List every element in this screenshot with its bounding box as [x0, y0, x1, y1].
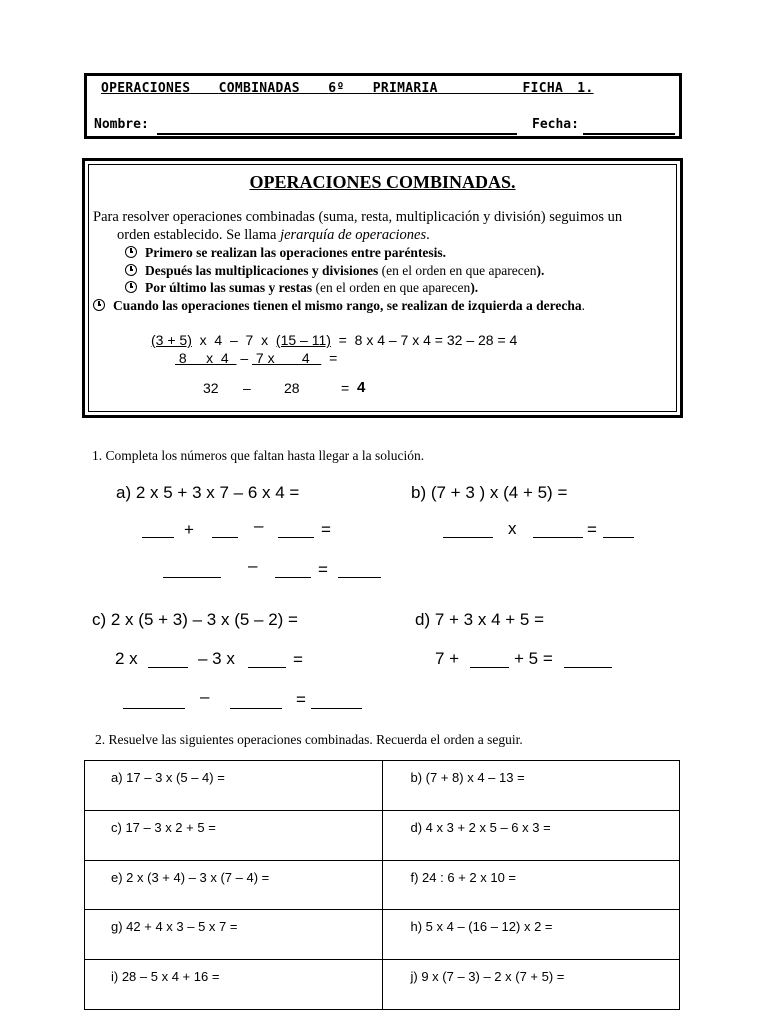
equals-sign: =	[318, 560, 328, 579]
exercise-1c-blank-4[interactable]	[230, 694, 282, 709]
example-product-1: 8 x 4	[175, 350, 237, 366]
table-cell[interactable]: d) 4 x 3 + 2 x 5 – 6 x 3 =	[382, 810, 680, 860]
fecha-label: Fecha:	[532, 117, 579, 132]
title-level: PRIMARIA	[372, 81, 438, 96]
exercise-1a-blank-2[interactable]	[212, 523, 238, 538]
nombre-label: Nombre:	[94, 117, 149, 132]
clock-icon	[125, 246, 137, 258]
exercise-1d-label: d) 7 + 3 x 4 + 5 =	[415, 610, 545, 629]
example-paren-2: (15 – 11)	[275, 332, 331, 348]
rule-2-end: ).	[536, 263, 545, 278]
worksheet-title	[101, 81, 671, 96]
example-equals: =	[321, 350, 338, 366]
example-ops-1: x 4 – 7 x	[199, 332, 276, 348]
fecha-field[interactable]	[583, 133, 675, 135]
table-cell[interactable]: a) 17 – 3 x (5 – 4) =	[85, 761, 383, 811]
table-cell[interactable]: c) 17 – 3 x 2 + 5 =	[85, 810, 383, 860]
rule-2	[125, 263, 544, 279]
example-product-2: 7 x 4	[252, 350, 322, 366]
rule-2-normal: (en el orden en que aparecen	[378, 263, 537, 278]
times-sign: x	[508, 519, 517, 538]
intro-period: .	[426, 227, 430, 243]
table-cell[interactable]: e) 2 x (3 + 4) – 3 x (7 – 4) =	[85, 860, 383, 910]
equals-sign: =	[293, 650, 303, 669]
exercise-1a-label: a) 2 x 5 + 3 x 7 – 6 x 4 =	[116, 483, 300, 502]
example-line-3-minus: –	[243, 380, 251, 396]
rule-4-end: .	[581, 298, 585, 313]
clock-icon	[125, 281, 137, 293]
table-row	[85, 761, 680, 811]
header-box	[84, 73, 682, 139]
exercise-1c-part-1: 2 x	[115, 649, 138, 668]
exercise-1b-answer[interactable]	[603, 523, 634, 538]
table-row	[85, 860, 680, 910]
exercise-2-instruction: 2. Resuelve las siguientes operaciones combinadas. Recuerda el orden a seguir.	[95, 732, 523, 747]
table-cell[interactable]: h) 5 x 4 – (16 – 12) x 2 =	[382, 910, 680, 960]
exercise-1b-blank-2[interactable]	[533, 523, 583, 538]
example-minus: –	[236, 350, 253, 366]
exercise-1a-answer[interactable]	[338, 563, 381, 578]
exercise-1d-part-1: 7 +	[435, 649, 460, 668]
theory-inner-border	[88, 164, 677, 412]
title-sheet: FICHA 1.	[522, 81, 594, 96]
table-cell[interactable]: g) 42 + 4 x 3 – 5 x 7 =	[85, 910, 383, 960]
title-word-1: OPERACIONES	[101, 81, 191, 96]
exercise-2-table	[84, 760, 680, 1010]
exercise-1d-part-2: + 5 =	[514, 649, 553, 668]
exercise-1d-answer[interactable]	[564, 653, 612, 668]
rule-4-bold: Cuando las operaciones tienen el mismo rango, se realizan de izquierda a derecha	[113, 298, 582, 313]
minus-sign: –	[248, 556, 258, 575]
minus-sign: –	[254, 516, 264, 535]
rule-1	[125, 245, 446, 261]
rule-3-end: ).	[470, 280, 479, 295]
example-final-result: 4	[357, 379, 366, 396]
example-line-3-eq: =	[341, 380, 350, 396]
rule-1-text: Primero se realizan las operaciones entre paréntesis.	[145, 245, 447, 260]
example-line-1	[151, 332, 517, 348]
minus-sign: –	[200, 687, 210, 706]
exercise-1a-blank-5[interactable]	[275, 563, 311, 578]
exercise-1b-label: b) (7 + 3 ) x (4 + 5) =	[411, 483, 568, 502]
example-line-3-a: 32	[203, 380, 219, 396]
rule-3-bold: Por último las sumas y restas	[145, 280, 313, 295]
exercise-1c-blank-1[interactable]	[148, 653, 188, 668]
exercise-1c-label: c) 2 x (5 + 3) – 3 x (5 – 2) =	[92, 610, 298, 629]
rule-4	[93, 298, 585, 314]
plus-sign: +	[184, 520, 194, 539]
example-result-chain: = 8 x 4 – 7 x 4 = 32 – 28 = 4	[330, 332, 518, 348]
exercise-1d-blank-1[interactable]	[470, 653, 509, 668]
intro-line-2	[117, 227, 430, 244]
example-line-3-b: 28	[284, 380, 300, 396]
title-grade: 6º	[328, 81, 345, 96]
equals-sign: =	[587, 520, 597, 539]
table-row	[85, 810, 680, 860]
example-paren-1: (3 + 5)	[151, 332, 192, 348]
exercise-1b-blank-1[interactable]	[443, 523, 493, 538]
table-cell[interactable]: f) 24 : 6 + 2 x 10 =	[382, 860, 680, 910]
clock-icon	[93, 299, 105, 311]
intro-term: jerarquía de operaciones	[280, 227, 427, 243]
intro-line-1: Para resolver operaciones combinadas (suma, resta, multiplicación y división) seguimos un	[93, 209, 623, 225]
table-row	[85, 960, 680, 1010]
exercise-1a-blank-1[interactable]	[142, 523, 174, 538]
title-word-2: COMBINADAS	[218, 81, 300, 96]
exercise-1a-blank-3[interactable]	[278, 523, 314, 538]
exercise-1c-part-2: – 3 x	[198, 649, 235, 668]
exercise-1-instruction: 1. Completa los números que faltan hasta llegar a la solución.	[92, 448, 425, 463]
exercise-1c-blank-2[interactable]	[248, 653, 286, 668]
theory-title: OPERACIONES COMBINADAS.	[249, 172, 516, 192]
table-cell[interactable]: b) (7 + 8) x 4 – 13 =	[382, 761, 680, 811]
exercise-1c-answer[interactable]	[311, 694, 362, 709]
rule-3-normal: (en el orden en que aparecen	[312, 280, 471, 295]
table-cell[interactable]: j) 9 x (7 – 3) – 2 x (7 + 5) =	[382, 960, 680, 1010]
exercise-1a-blank-4[interactable]	[163, 563, 221, 578]
nombre-field[interactable]	[157, 133, 517, 135]
theory-box	[82, 158, 683, 418]
equals-sign: =	[296, 690, 306, 709]
intro-text: orden establecido. Se llama	[117, 227, 281, 243]
rule-3	[125, 280, 478, 296]
example-line-2	[175, 350, 337, 366]
exercise-1c-blank-3[interactable]	[123, 694, 185, 709]
rule-2-bold: Después las multiplicaciones y divisiones	[145, 263, 379, 278]
table-row	[85, 910, 680, 960]
clock-icon	[125, 264, 137, 276]
equals-sign: =	[321, 520, 331, 539]
table-cell[interactable]: i) 28 – 5 x 4 + 16 =	[85, 960, 383, 1010]
